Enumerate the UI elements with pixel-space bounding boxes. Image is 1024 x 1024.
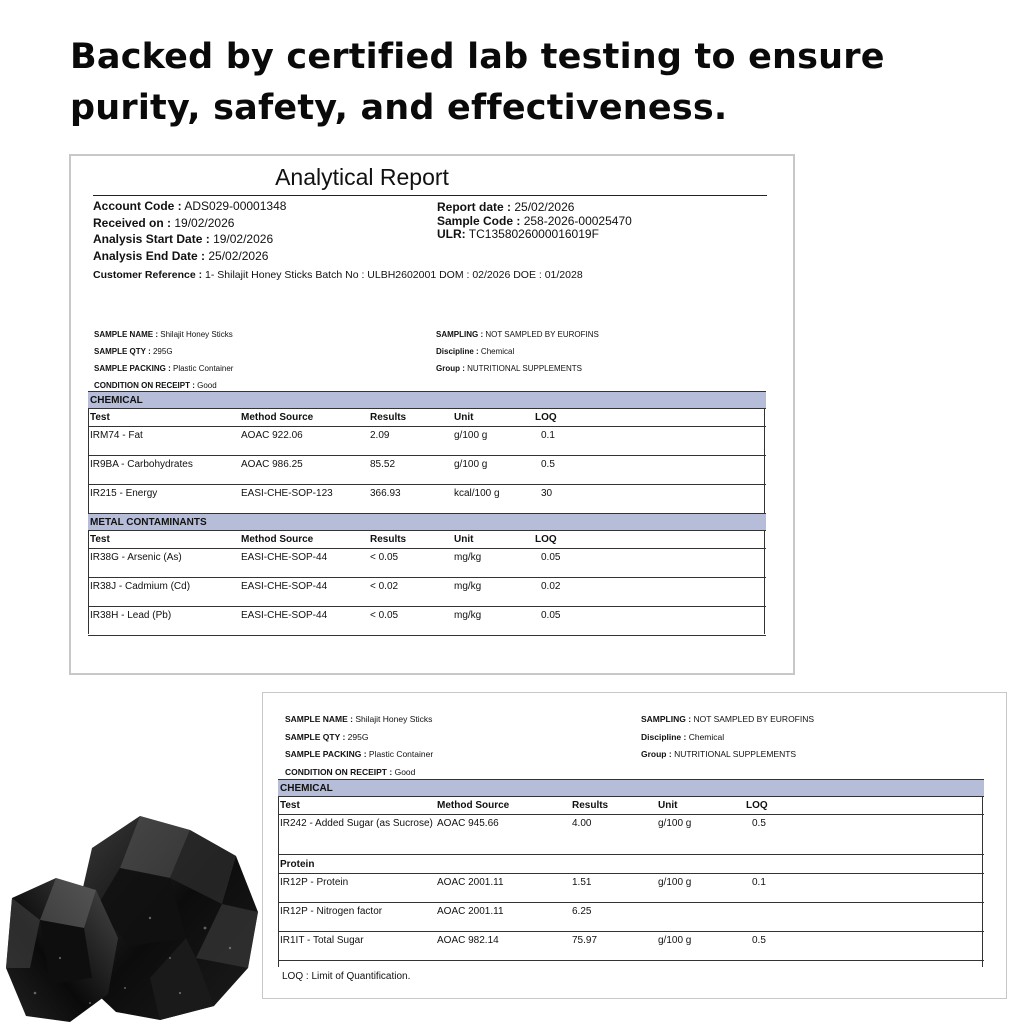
- report-title: Analytical Report: [275, 164, 449, 190]
- col-test: Test: [88, 409, 239, 427]
- cell-test: IR215 - Energy: [88, 485, 239, 514]
- cell-unit: g/100 g: [656, 874, 744, 903]
- cell-loq: 0.5: [744, 815, 984, 855]
- sample-qty-label: SAMPLE QTY :: [285, 731, 346, 742]
- report-info: [437, 201, 632, 242]
- cell-loq: [744, 903, 984, 932]
- cell-result: 4.00: [570, 815, 656, 855]
- cell-result: < 0.05: [368, 549, 452, 578]
- headline: [70, 32, 970, 134]
- cell-test: IR12P - Protein: [278, 874, 435, 903]
- cell-loq: 0.5: [744, 932, 984, 961]
- sample-qty: 295G: [347, 731, 369, 742]
- headline-line-2: purity, safety, and effectiveness.: [70, 88, 728, 128]
- cell-unit: g/100 g: [656, 815, 744, 855]
- condition: Good: [394, 766, 416, 777]
- sample-details-right: [436, 326, 599, 377]
- group: NUTRITIONAL SUPPLEMENTS: [674, 749, 797, 759]
- discipline-label: Discipline :: [641, 731, 687, 742]
- sample-qty-label: SAMPLE QTY :: [94, 347, 151, 356]
- received-label: Received on :: [93, 215, 172, 230]
- table-row: [88, 427, 766, 456]
- analysis-end-date: 25/02/2026: [208, 248, 269, 263]
- cell-method: AOAC 922.06: [239, 427, 368, 456]
- cell-loq: 0.1: [744, 874, 984, 903]
- customer-reference: [93, 269, 583, 281]
- cell-method: AOAC 982.14: [435, 932, 570, 961]
- col-unit: Unit: [452, 531, 533, 549]
- analysis-start-date: 19/02/2026: [213, 232, 274, 246]
- cell-unit: mg/kg: [452, 578, 533, 607]
- cell-loq: 0.1: [533, 427, 766, 456]
- headline-line-1: Backed by certified lab testing to ensure: [70, 37, 885, 77]
- cell-unit: g/100 g: [452, 427, 533, 456]
- cell-method: AOAC 945.66: [435, 815, 570, 855]
- cell-test: IR9BA - Carbohydrates: [88, 456, 239, 485]
- section-chemical: CHEMICAL: [278, 780, 984, 797]
- cell-result: 85.52: [368, 456, 452, 485]
- account-code: ADS029-00001348: [184, 199, 287, 213]
- cell-method: EASI-CHE-SOP-123: [239, 485, 368, 514]
- col-test: Test: [88, 531, 239, 549]
- condition-label: CONDITION ON RECEIPT :: [285, 766, 393, 777]
- table-row: [88, 456, 766, 485]
- sample-details-left: [285, 711, 433, 781]
- table-row: [278, 874, 984, 903]
- cell-test: IR1IT - Total Sugar: [278, 932, 435, 961]
- table-row: [278, 815, 984, 855]
- cell-loq: 0.05: [533, 549, 766, 578]
- subsection-protein: Protein: [278, 855, 984, 874]
- analysis-start-label: Analysis Start Date :: [93, 232, 210, 246]
- col-loq: LOQ: [533, 531, 766, 549]
- cell-result: < 0.02: [368, 578, 452, 607]
- sampling: NOT SAMPLED BY EUROFINS: [693, 714, 815, 724]
- col-test: Test: [278, 797, 435, 815]
- cell-test: IR38H - Lead (Pb): [88, 607, 239, 636]
- sample-qty: 295G: [152, 347, 173, 356]
- sample-packing-label: SAMPLE PACKING :: [94, 364, 171, 373]
- cell-method: EASI-CHE-SOP-44: [239, 549, 368, 578]
- discipline: Chemical: [480, 347, 515, 356]
- col-results: Results: [570, 797, 656, 815]
- cell-unit: g/100 g: [656, 932, 744, 961]
- account-info: [93, 198, 286, 264]
- customer-reference-value: 1- Shilajit Honey Sticks Batch No : ULBH2602001 DOM : 02/2026 DOE : 01/2028: [205, 269, 583, 281]
- sample-name-label: SAMPLE NAME :: [285, 714, 353, 724]
- cell-result: 6.25: [570, 903, 656, 932]
- received-date: 19/02/2026: [174, 215, 235, 230]
- sample-name: Shilajit Honey Sticks: [355, 714, 433, 724]
- table-row: [88, 485, 766, 514]
- cell-test: IR12P - Nitrogen factor: [278, 903, 435, 932]
- sample-name: Shilajit Honey Sticks: [160, 330, 233, 339]
- col-loq: LOQ: [744, 797, 984, 815]
- sample-code: 258-2026-00025470: [523, 213, 632, 228]
- cell-unit: kcal/100 g: [452, 485, 533, 514]
- cell-result: 2.09: [368, 427, 452, 456]
- sample-name-label: SAMPLE NAME :: [94, 330, 158, 339]
- sampling: NOT SAMPLED BY EUROFINS: [485, 330, 599, 339]
- col-results: Results: [368, 531, 452, 549]
- sample-packing: Plastic Container: [172, 364, 234, 373]
- col-loq: LOQ: [533, 409, 766, 427]
- col-results: Results: [368, 409, 452, 427]
- table-row: [278, 932, 984, 961]
- shilajit-rock-image: [0, 808, 262, 1024]
- sample-details-left: [94, 326, 233, 394]
- analysis-end-label: Analysis End Date :: [93, 248, 206, 263]
- cell-unit: mg/kg: [452, 607, 533, 636]
- cell-loq: 0.05: [533, 607, 766, 636]
- cell-unit: [656, 903, 744, 932]
- table-row: [88, 549, 766, 578]
- group-label: Group :: [436, 364, 465, 373]
- cell-test: IRM74 - Fat: [88, 427, 239, 456]
- results-table-2: [278, 779, 984, 961]
- cell-test: IR38G - Arsenic (As): [88, 549, 239, 578]
- cell-result: < 0.05: [368, 607, 452, 636]
- cell-method: AOAC 986.25: [239, 456, 368, 485]
- cell-method: EASI-CHE-SOP-44: [239, 607, 368, 636]
- section-chemical: CHEMICAL: [88, 392, 766, 409]
- cell-unit: g/100 g: [452, 456, 533, 485]
- cell-method: AOAC 2001.11: [435, 903, 570, 932]
- cell-method: EASI-CHE-SOP-44: [239, 578, 368, 607]
- cell-result: 1.51: [570, 874, 656, 903]
- group-label: Group :: [641, 749, 672, 759]
- report-date-label: Report date :: [437, 200, 512, 214]
- cell-test: IR38J - Cadmium (Cd): [88, 578, 239, 607]
- cell-result: 366.93: [368, 485, 452, 514]
- results-table-1: [88, 391, 766, 636]
- section-metal-contaminants: METAL CONTAMINANTS: [88, 514, 766, 531]
- sample-details-right: [641, 711, 814, 764]
- ulr-label: ULR:: [437, 227, 466, 241]
- discipline: Chemical: [688, 731, 725, 742]
- account-code-label: Account Code :: [93, 199, 182, 213]
- customer-reference-label: Customer Reference :: [93, 269, 203, 281]
- cell-unit: mg/kg: [452, 549, 533, 578]
- report-date: 25/02/2026: [514, 200, 575, 214]
- cell-loq: 30: [533, 485, 766, 514]
- table-row: [88, 607, 766, 636]
- table-row: [278, 903, 984, 932]
- title-divider: [93, 195, 767, 196]
- condition-label: CONDITION ON RECEIPT :: [94, 381, 195, 390]
- loq-note: LOQ : Limit of Quantification.: [282, 971, 411, 982]
- ulr: TC1358026000016019F: [468, 227, 599, 241]
- col-method: Method Source: [239, 409, 368, 427]
- cell-test: IR242 - Added Sugar (as Sucrose): [278, 815, 435, 855]
- condition: Good: [197, 381, 217, 390]
- sampling-label: SAMPLING :: [436, 330, 484, 339]
- cell-result: 75.97: [570, 932, 656, 961]
- sample-code-label: Sample Code :: [437, 213, 521, 228]
- analytical-report-2: [262, 692, 1007, 999]
- sample-packing: Plastic Container: [368, 749, 434, 759]
- col-unit: Unit: [656, 797, 744, 815]
- table-row: [88, 578, 766, 607]
- sample-packing-label: SAMPLE PACKING :: [285, 749, 367, 759]
- discipline-label: Discipline :: [436, 347, 479, 356]
- cell-loq: 0.5: [533, 456, 766, 485]
- col-method: Method Source: [239, 531, 368, 549]
- sampling-label: SAMPLING :: [641, 714, 692, 724]
- group: NUTRITIONAL SUPPLEMENTS: [467, 364, 582, 373]
- cell-method: AOAC 2001.11: [435, 874, 570, 903]
- col-unit: Unit: [452, 409, 533, 427]
- cell-loq: 0.02: [533, 578, 766, 607]
- col-method: Method Source: [435, 797, 570, 815]
- analytical-report-1: [69, 154, 795, 675]
